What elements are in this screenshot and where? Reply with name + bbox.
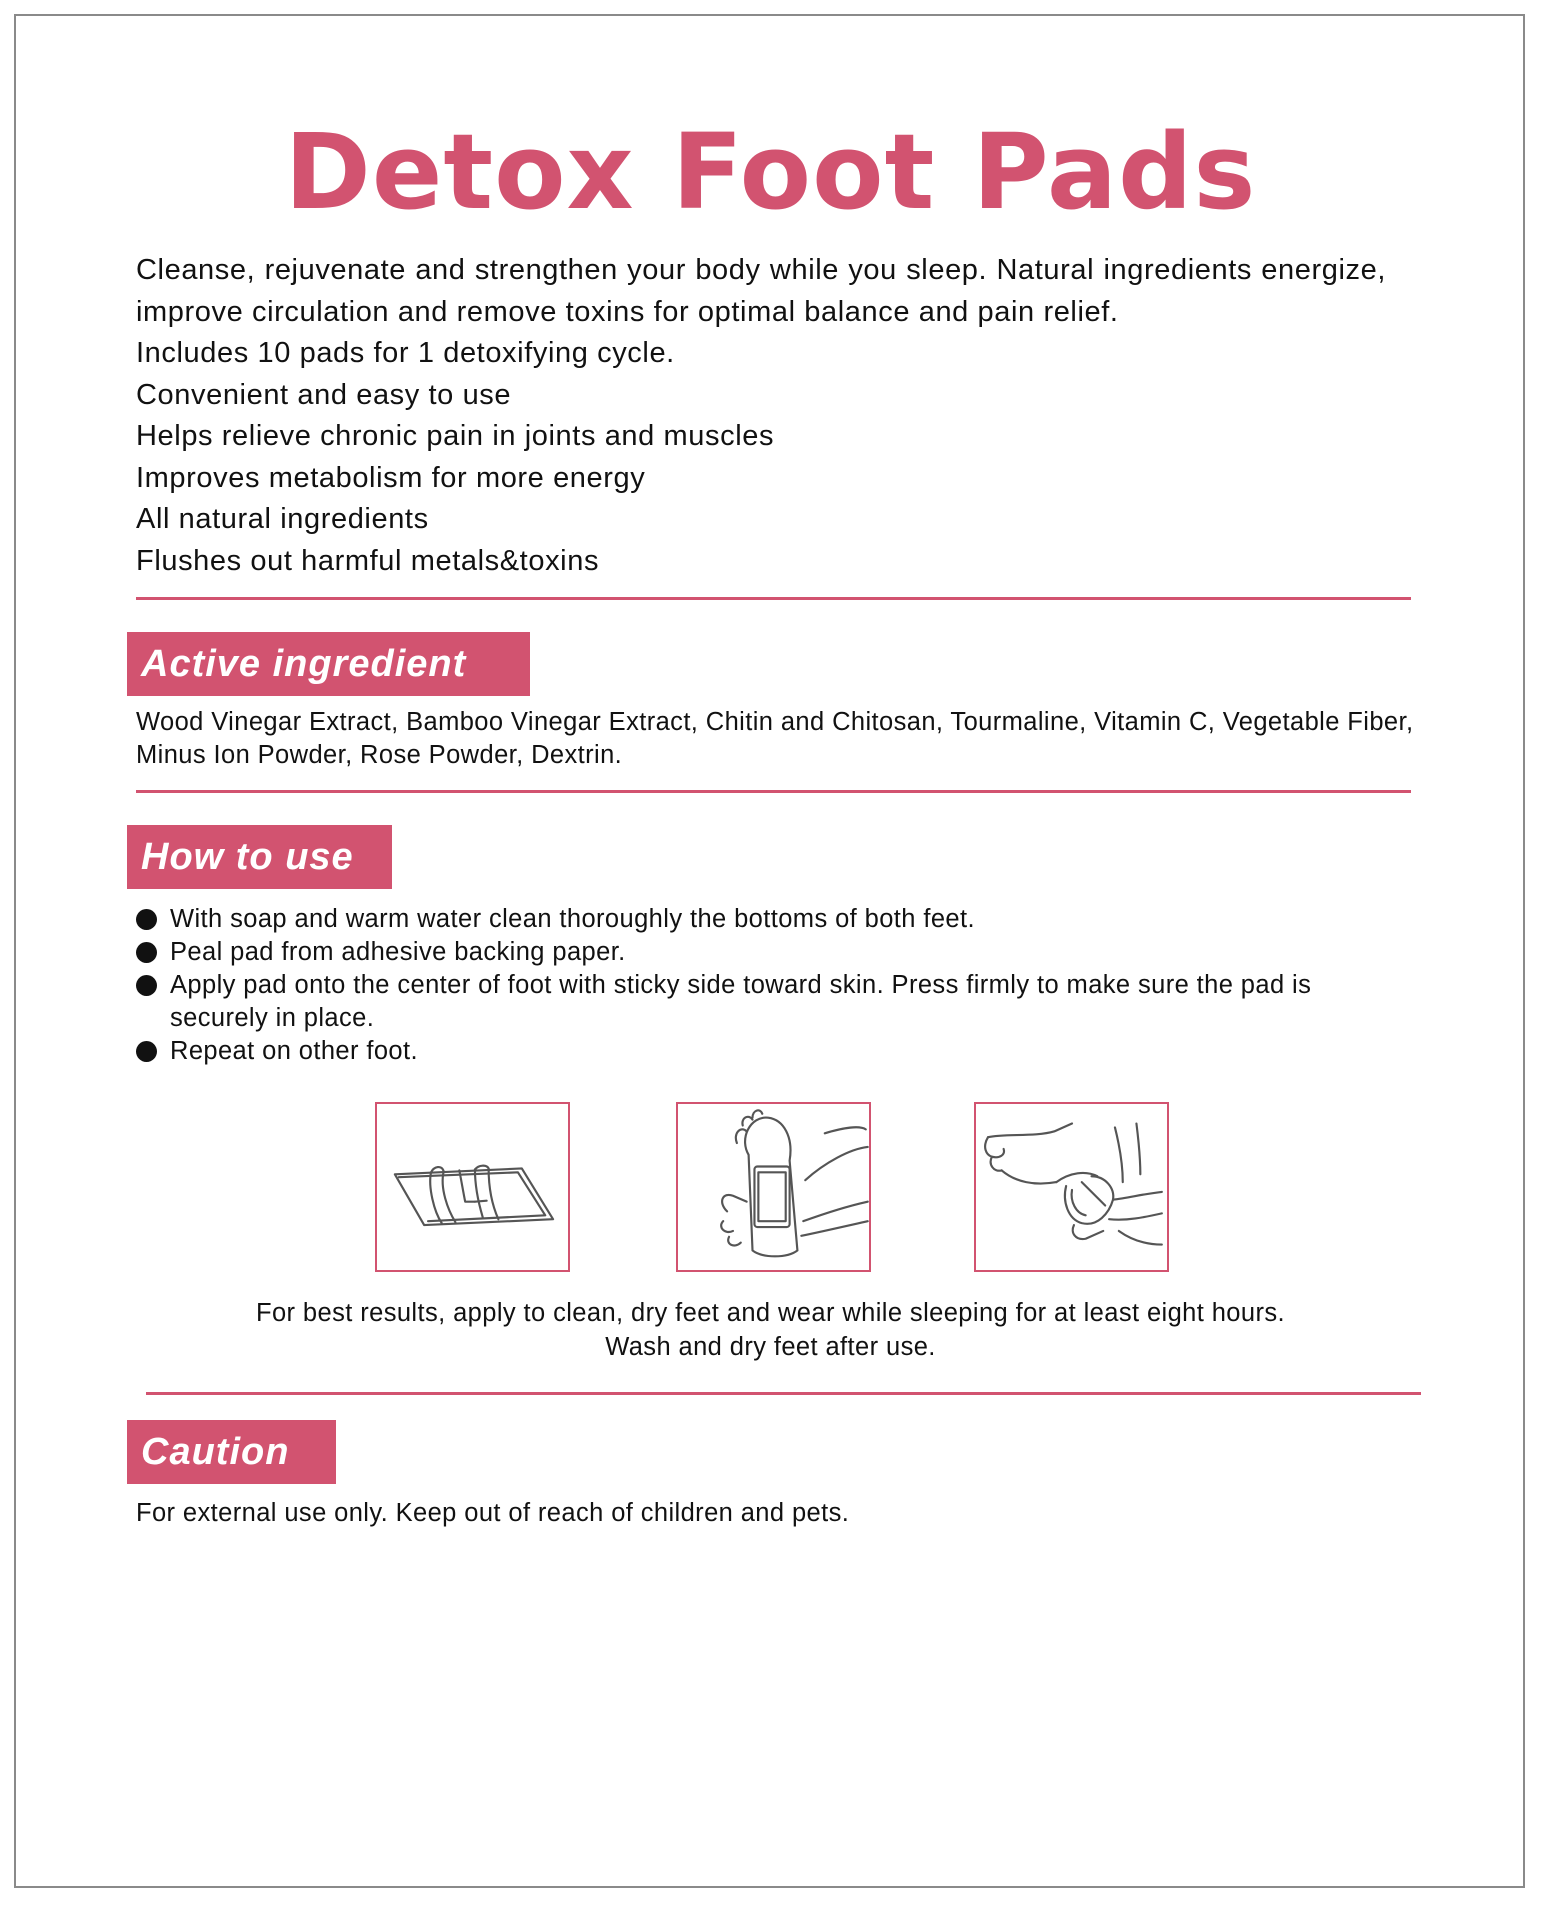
bullet-icon bbox=[136, 909, 157, 930]
intro-line: Flushes out harmful metals&toxins bbox=[136, 544, 600, 577]
step-item bbox=[136, 936, 1406, 969]
illustration-peel-pad bbox=[375, 1102, 570, 1272]
step-item bbox=[136, 969, 1406, 1035]
bullet-icon bbox=[136, 975, 157, 996]
caution-text: For external use only. Keep out of reach of children and pets. bbox=[136, 1499, 850, 1527]
intro-line: Includes 10 pads for 1 detoxifying cycle. bbox=[136, 337, 675, 369]
usage-note-line: For best results, apply to clean, dry feet and wear while sleeping for at least eight hours. bbox=[256, 1299, 1285, 1327]
divider bbox=[136, 597, 1411, 600]
usage-note bbox=[0, 1296, 1541, 1364]
intro-line: Improves metabolism for more energy bbox=[136, 461, 646, 494]
step-item bbox=[136, 903, 1406, 936]
foot-pad-icon bbox=[678, 1104, 869, 1270]
intro-line: Helps relieve chronic pain in joints and muscles bbox=[136, 420, 775, 452]
divider bbox=[136, 790, 1411, 793]
step-text: Repeat on other foot. bbox=[170, 1037, 418, 1065]
illustration-apply-pad bbox=[676, 1102, 871, 1272]
pad-backing-icon bbox=[377, 1104, 568, 1270]
usage-note-line: Wash and dry feet after use. bbox=[605, 1333, 936, 1361]
active-ingredient-heading: Active ingredient bbox=[127, 632, 530, 696]
divider bbox=[146, 1392, 1421, 1395]
page-title: Detox Foot Pads bbox=[284, 111, 1257, 233]
hand-press-icon bbox=[976, 1104, 1167, 1270]
intro-text bbox=[136, 250, 1386, 582]
how-to-use-heading: How to use bbox=[127, 825, 392, 889]
caution-heading: Caution bbox=[127, 1420, 336, 1484]
how-to-use-steps bbox=[136, 903, 1406, 1068]
active-ingredient-text: Wood Vinegar Extract, Bamboo Vinegar Extract, Chitin and Chitosan, Tourmaline, Vitamin C, Vegetable Fiber, Minus Ion Powder, Rose Powder, Dextrin. bbox=[136, 708, 1414, 769]
intro-line: All natural ingredients bbox=[136, 503, 429, 535]
illustration-press-pad bbox=[974, 1102, 1169, 1272]
intro-paragraph: Cleanse, rejuvenate and strengthen your body while you sleep. Natural ingredients energize, improve circulation and remove toxins for optimal balance and pain relief. bbox=[136, 254, 1386, 328]
intro-line: Convenient and easy to use bbox=[136, 378, 512, 411]
step-text: Peal pad from adhesive backing paper. bbox=[170, 938, 626, 966]
bullet-icon bbox=[136, 1041, 157, 1062]
step-text: With soap and warm water clean thoroughly the bottoms of both feet. bbox=[170, 905, 975, 933]
step-item bbox=[136, 1035, 1406, 1068]
step-text: Apply pad onto the center of foot with sticky side toward skin. Press firmly to make sure the pad is securely in place. bbox=[170, 971, 1312, 1032]
bullet-icon bbox=[136, 942, 157, 963]
